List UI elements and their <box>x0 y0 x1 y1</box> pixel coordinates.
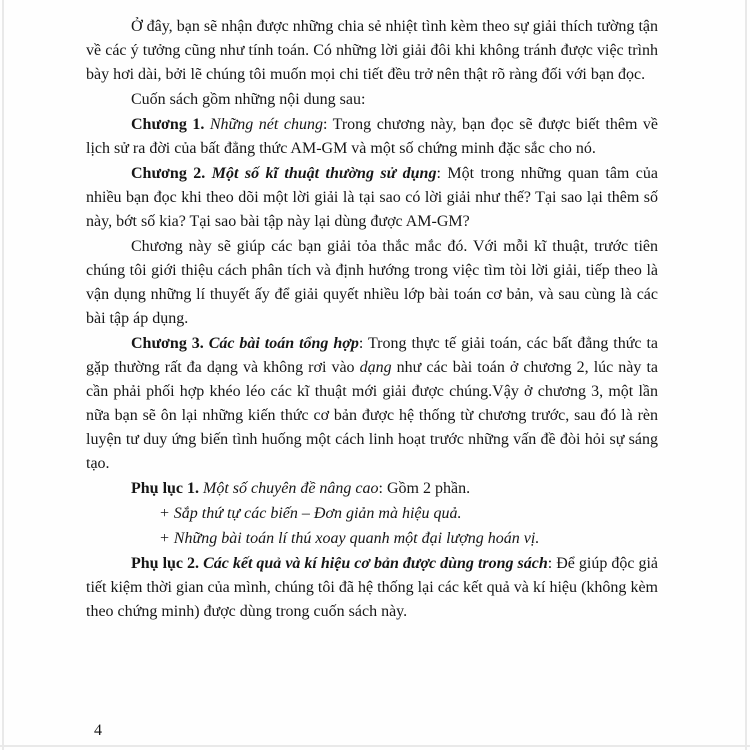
text-run: Ở đây, bạn sẽ nhận được những chia sẻ nhiệt tình kèm theo sự giải thích tường tận về các ý tưởng cũng như tính toán. Có những lời giải đôi khi không tránh được việc trình bày hơi dài, bởi lẽ chúng tôi muốn mọi chi tiết đều trở nên thật rõ ràng đối với bạn đọc. <box>86 18 658 83</box>
list-item <box>86 527 658 551</box>
text-run: Phụ lục 1. <box>131 480 204 497</box>
page-edge-right <box>745 0 747 750</box>
list-item <box>86 502 658 526</box>
text-run: + Sắp thứ tự các biến – Đơn giản mà hiệu quả. <box>159 505 462 522</box>
text-run: : Để giúp độc giả tiết kiệm thời gian của mình, chúng tôi đã hệ thống lại các kết quả và kí hiệu (không kèm theo chứng minh) được dùng trong cuốn sách này. <box>86 555 659 620</box>
text-run: Chương này sẽ giúp các bạn giải tỏa thắc mắc đó. Với mỗi kĩ thuật, trước tiên chúng tôi giới thiệu cách phân tích và định hướng trong việc tìm tòi lời giải, tiếp theo là vận dụng những lí thuyết ấy để giải quyết nhiều lớp bài toán cơ bản, và sau cùng là các bài tập áp dụng. <box>86 238 658 327</box>
text-run: : Trong thực tế giải toán, các bất đẳng thức ta gặp thường rất đa dạng và không rơi vào <box>86 335 659 376</box>
text-run: dạng <box>359 359 392 376</box>
text-run: : Một trong những quan tâm của nhiều bạn đọc khi theo dõi một lời giải là tại sao có lời giải như thế? Tại sao lại thêm số này, bớt số kia? Tại sao bài tập này lại dùng được AM-GM? <box>86 165 659 230</box>
text-run: Một số kĩ thuật thường sử dụng <box>211 165 437 182</box>
paragraph <box>86 15 658 87</box>
paragraph <box>86 477 658 501</box>
page-body <box>86 14 658 624</box>
text-run: Cuốn sách gồm những nội dung sau: <box>131 91 366 108</box>
text-run: Chương 2. <box>131 165 212 182</box>
page-edge-left <box>2 0 4 750</box>
text-run: Các kết quả và kí hiệu cơ bản được dùng trong sách <box>203 555 548 572</box>
page-number: 4 <box>94 722 102 739</box>
text-run: như các bài toán ở chương 2, lúc này ta cần phải phối hợp khéo léo các kĩ thuật mới giải được chúng.Vậy ở chương 3, một lần nữa bạn sẽ ôn lại những kiến thức cơ bản được hệ thống từ chương trước, sau đó là rèn luyện tư duy ứng biến tình huống một cách linh hoạt trước những vấn đề đòi hỏi sự sáng tạo. <box>86 359 658 472</box>
paragraph <box>86 162 658 234</box>
text-run: Một số chuyên đề nâng cao <box>203 480 379 497</box>
text-run: + Những bài toán lí thú xoay quanh một đại lượng hoán vị. <box>159 530 540 547</box>
paragraph <box>86 332 658 476</box>
text-run: Những nét chung <box>209 116 323 133</box>
paragraph <box>86 235 658 331</box>
text-run: : Gồm 2 phần. <box>378 480 471 497</box>
paragraph <box>86 88 658 112</box>
text-run: Phụ lục 2. <box>131 555 204 572</box>
text-run: : Trong chương này, bạn đọc sẽ được biết thêm về lịch sử ra đời của bất đẳng thức AM-GM và một số chứng minh đặc sắc cho nó. <box>86 116 659 157</box>
paragraph <box>86 113 658 161</box>
text-run: Các bài toán tổng hợp <box>208 335 359 352</box>
text-run: Chương 1. <box>131 116 210 133</box>
text-run: Chương 3. <box>131 335 209 352</box>
page-edge-bottom <box>0 745 750 747</box>
paragraph <box>86 552 658 624</box>
